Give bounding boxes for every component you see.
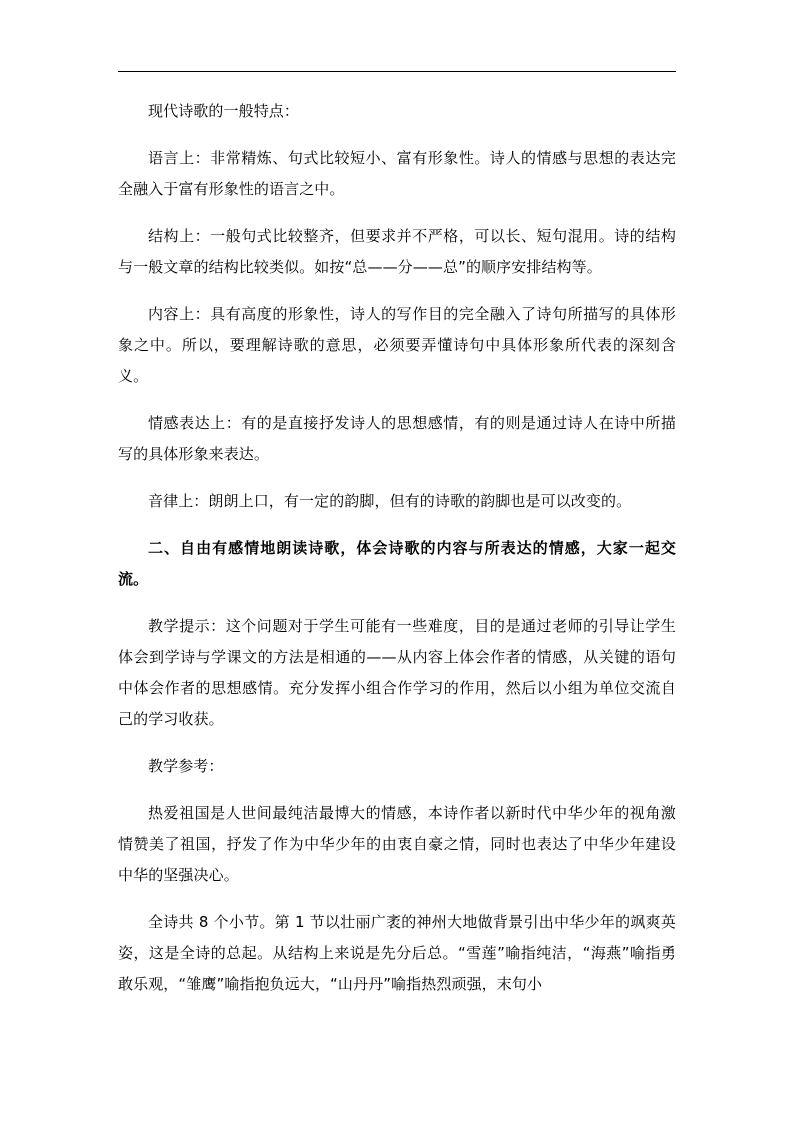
paragraph-content: 内容上：具有高度的形象性，诗人的写作目的完全融入了诗句所描写的具体形象之中。所以，要理解诗歌的意思，必须要弄懂诗句中具体形象所代表的深刻含义。 xyxy=(118,305,676,385)
paragraph-poem-structure: 全诗共 8 个小节。第 1 节以壮丽广袤的神州大地做背景引出中华少年的飒爽英姿，这是全诗的总起。从结构上来说是先分后总。“雪莲”喻指纯洁，“海燕”喻指勇敢乐观，“雏鹰”喻指抱负远大，“山丹丹”喻指热烈顽强，末句小 xyxy=(118,913,676,993)
paragraph-teaching-reference-label: 教学参考： xyxy=(148,757,224,775)
paragraph-structure: 结构上：一般句式比较整齐，但要求并不严格，可以长、短句混用。诗的结构与一般文章的结构比较类似。如按“总——分——总”的顺序安排结构等。 xyxy=(118,227,676,276)
paragraph-patriotism: 热爱祖国是人世间最纯洁最博大的情感，本诗作者以新时代中华少年的视角激情赞美了祖国，抒发了作为中华少年的由衷自豪之情，同时也表达了中华少年建设中华的坚强决心。 xyxy=(118,804,676,884)
paragraph-rhythm: 音律上：朗朗上口，有一定的韵脚，但有的诗歌的韵脚也是可以改变的。 xyxy=(148,492,632,510)
document-body xyxy=(118,96,676,1000)
paragraph-emotion: 情感表达上：有的是直接抒发诗人的思想感情，有的则是通过诗人在诗中所描写的具体形象来表达。 xyxy=(118,414,676,463)
section-heading-2: 二、自由有感情地朗读诗歌，体会诗歌的内容与所表达的情感，大家一起交流。 xyxy=(118,539,676,588)
page-header-rule xyxy=(118,71,676,72)
paragraph-teaching-tip: 教学提示：这个问题对于学生可能有一些难度，目的是通过老师的引导让学生体会到学诗与学课文的方法是相通的——从内容上体会作者的情感，从关键的语句中体会作者的思想感情。充分发挥小组合作学习的作用，然后以小组为单位交流自己的学习收获。 xyxy=(118,617,676,728)
paragraph-intro: 现代诗歌的一般特点： xyxy=(148,102,300,120)
paragraph-language: 语言上：非常精炼、句式比较短小、富有形象性。诗人的情感与思想的表达完全融入于富有形象性的语言之中。 xyxy=(118,149,676,198)
